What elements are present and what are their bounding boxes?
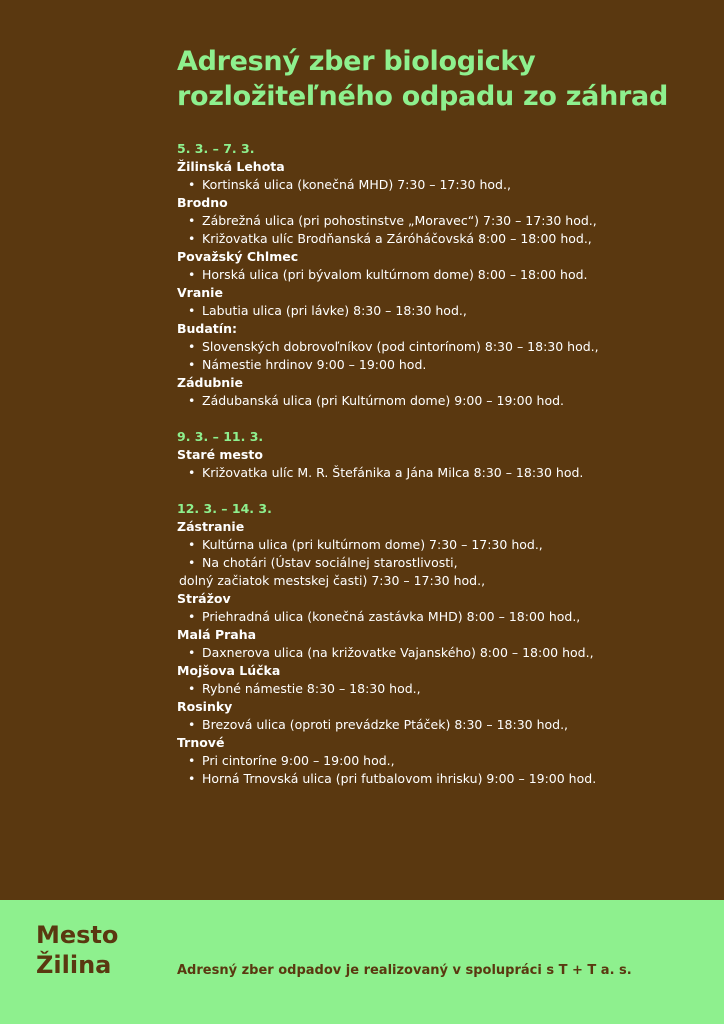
location-name: Zádubnie (177, 375, 243, 390)
location-name: Malá Praha (177, 627, 257, 642)
list-item (177, 608, 707, 626)
item-text: Križovatka ulíc Brodňanská a Záróháčovská 8:00 – 18:00 hod., (202, 231, 592, 246)
logo-line-1: Mesto (36, 921, 119, 949)
period-date: 5. 3. – 7. 3. (177, 141, 255, 156)
location-name: Trnové (177, 735, 225, 750)
item-text: Rybné námestie 8:30 – 18:30 hod., (202, 681, 421, 696)
list-item (177, 230, 707, 248)
footer (0, 900, 724, 1024)
item-text: Daxnerova ulica (na križovatke Vajanského) 8:00 – 18:00 hod., (202, 645, 594, 660)
bullet-icon: • (188, 339, 196, 354)
bullet-icon: • (188, 537, 196, 552)
location-name: Mojšova Lúčka (177, 663, 281, 678)
collection-schedule (177, 140, 707, 806)
list-item (177, 716, 707, 734)
schedule-period (177, 428, 707, 482)
bullet-icon: • (188, 303, 196, 318)
item-text: Na chotári (Ústav sociálnej starostlivosti, (202, 555, 458, 570)
location-items (177, 392, 707, 410)
list-item (177, 356, 707, 374)
page-title (177, 44, 697, 114)
item-text: Kortinská ulica (konečná MHD) 7:30 – 17:30 hod., (202, 177, 511, 192)
item-text: Horská ulica (pri bývalom kultúrnom dome) 8:00 – 18:00 hod. (202, 267, 588, 282)
item-text: Pri cintoríne 9:00 – 19:00 hod., (202, 753, 395, 768)
list-item (177, 536, 707, 554)
item-text: Námestie hrdinov 9:00 – 19:00 hod. (202, 357, 427, 372)
list-item (177, 644, 707, 662)
title-line-2: rozložiteľného odpadu zo záhrad (177, 81, 668, 112)
title-line-1: Adresný zber biologicky (177, 46, 536, 77)
location-items (177, 176, 707, 194)
location-items (177, 302, 707, 320)
period-date: 9. 3. – 11. 3. (177, 429, 264, 444)
location-name: Považský Chlmec (177, 249, 299, 264)
item-text: Horná Trnovská ulica (pri futbalovom ihrisku) 9:00 – 19:00 hod. (202, 771, 597, 786)
bullet-icon: • (188, 231, 196, 246)
location-items (177, 644, 707, 662)
location-items (177, 464, 707, 482)
bullet-icon: • (188, 213, 196, 228)
location-items (177, 212, 707, 248)
item-text: Zádubanská ulica (pri Kultúrnom dome) 9:00 – 19:00 hod. (202, 393, 565, 408)
bullet-icon: • (188, 681, 196, 696)
list-item (177, 266, 707, 284)
list-item (177, 752, 707, 770)
bullet-icon: • (188, 177, 196, 192)
bullet-icon: • (188, 717, 196, 732)
location-items (177, 608, 707, 626)
location-name: Rosinky (177, 699, 233, 714)
item-text: Priehradná ulica (konečná zastávka MHD) 8:00 – 18:00 hod., (202, 609, 581, 624)
bullet-icon: • (188, 555, 196, 570)
item-text: Zábrežná ulica (pri pohostinstve „Moravec“) 7:30 – 17:30 hod., (202, 213, 597, 228)
logo-line-2: Žilina (36, 951, 112, 979)
bullet-icon: • (188, 267, 196, 282)
item-text: Križovatka ulíc M. R. Štefánika a Jána Milca 8:30 – 18:30 hod. (202, 465, 584, 480)
item-text: Kultúrna ulica (pri kultúrnom dome) 7:30 – 17:30 hod., (202, 537, 543, 552)
schedule-period (177, 140, 707, 410)
location-items (177, 752, 707, 788)
list-item (177, 212, 707, 230)
bullet-icon: • (188, 645, 196, 660)
location-items (177, 536, 707, 590)
list-item (177, 392, 707, 410)
period-date: 12. 3. – 14. 3. (177, 501, 272, 516)
location-name: Vranie (177, 285, 223, 300)
location-name: Staré mesto (177, 447, 263, 462)
bullet-icon: • (188, 465, 196, 480)
schedule-period (177, 500, 707, 788)
list-item-continuation: dolný začiatok mestskej časti) 7:30 – 17:30 hod., (179, 573, 486, 588)
list-item (177, 302, 707, 320)
location-items (177, 266, 707, 284)
city-logo (36, 920, 118, 980)
bullet-icon: • (188, 753, 196, 768)
list-item (177, 176, 707, 194)
bullet-icon: • (188, 771, 196, 786)
location-items (177, 338, 707, 374)
location-name: Budatín: (177, 321, 237, 336)
location-name: Žilinská Lehota (177, 159, 285, 174)
location-name: Strážov (177, 591, 231, 606)
location-name: Brodno (177, 195, 228, 210)
location-items (177, 716, 707, 734)
location-items (177, 680, 707, 698)
location-name: Zástranie (177, 519, 245, 534)
bullet-icon: • (188, 357, 196, 372)
list-item (177, 554, 707, 572)
list-item (177, 338, 707, 356)
list-item (177, 464, 707, 482)
bullet-icon: • (188, 609, 196, 624)
bullet-icon: • (188, 393, 196, 408)
list-item (177, 680, 707, 698)
footer-partner-text: Adresný zber odpadov je realizovaný v spolupráci s T + T a. s. (177, 963, 632, 978)
item-text: Slovenských dobrovoľníkov (pod cintorínom) 8:30 – 18:30 hod., (202, 339, 599, 354)
item-text: Labutia ulica (pri lávke) 8:30 – 18:30 hod., (202, 303, 467, 318)
item-text: Brezová ulica (oproti prevádzke Ptáček) 8:30 – 18:30 hod., (202, 717, 569, 732)
list-item (177, 770, 707, 788)
